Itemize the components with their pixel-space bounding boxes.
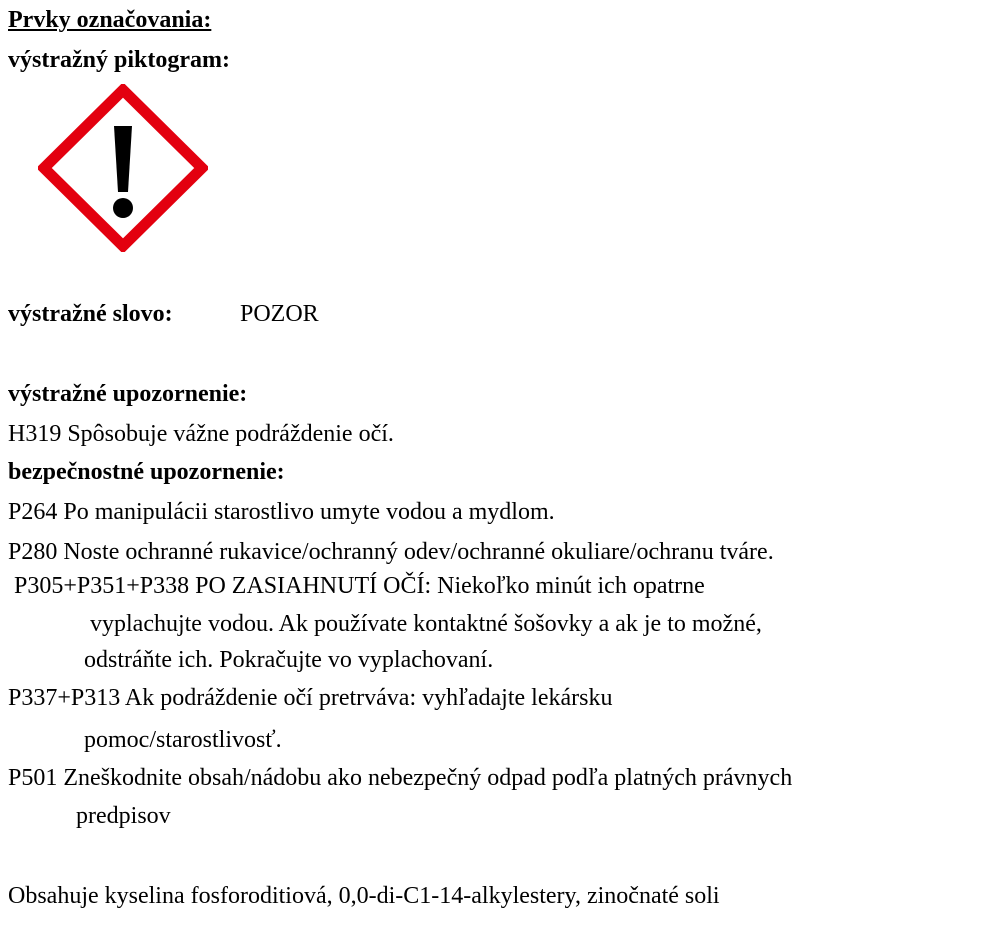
precautionary-statement-p337-line-2: pomoc/starostlivosť. <box>84 727 282 753</box>
hazard-statements-label: výstražné upozornenie: <box>8 381 248 407</box>
signal-word-label: výstražné slovo: <box>8 301 173 327</box>
precautionary-statement-p501-line-1: P501 Zneškodnite obsah/nádobu ako nebezpečný odpad podľa platných právnych <box>8 765 793 791</box>
precautionary-statement-p501-line-2: predpisov <box>76 803 171 829</box>
signal-word-value: POZOR <box>240 301 319 327</box>
precautionary-statement-p305-line-1: P305+P351+P338 PO ZASIAHNUTÍ OČÍ: Niekoľko minút ich opatrne <box>14 573 705 599</box>
hazard-statement-h319: H319 Spôsobuje vážne podráždenie očí. <box>8 421 394 447</box>
precautionary-statement-p305-line-2: vyplachujte vodou. Ak používate kontaktné šošovky a ak je to možné, <box>90 611 762 637</box>
precautionary-statement-p280: P280 Noste ochranné rukavice/ochranný odev/ochranné okuliare/ochranu tváre. <box>8 539 774 565</box>
precautionary-statement-p337-line-1: P337+P313 Ak podráždenie očí pretrváva: vyhľadajte lekársku <box>8 685 613 711</box>
section-heading: Prvky označovania: <box>8 7 212 33</box>
pictogram-label: výstražný piktogram: <box>8 47 230 73</box>
exclamation-mark-hazard-icon <box>38 84 208 252</box>
precautionary-statements-label: bezpečnostné upozornenie: <box>8 459 285 485</box>
precautionary-statement-p264: P264 Po manipulácii starostlivo umyte vodou a mydlom. <box>8 499 555 525</box>
contains-statement: Obsahuje kyselina fosforoditiová, 0,0-di-C1-14-alkylestery, zinočnaté soli <box>8 883 720 909</box>
precautionary-statement-p305-line-3: odstráňte ich. Pokračujte vo vyplachovaní. <box>84 647 494 673</box>
